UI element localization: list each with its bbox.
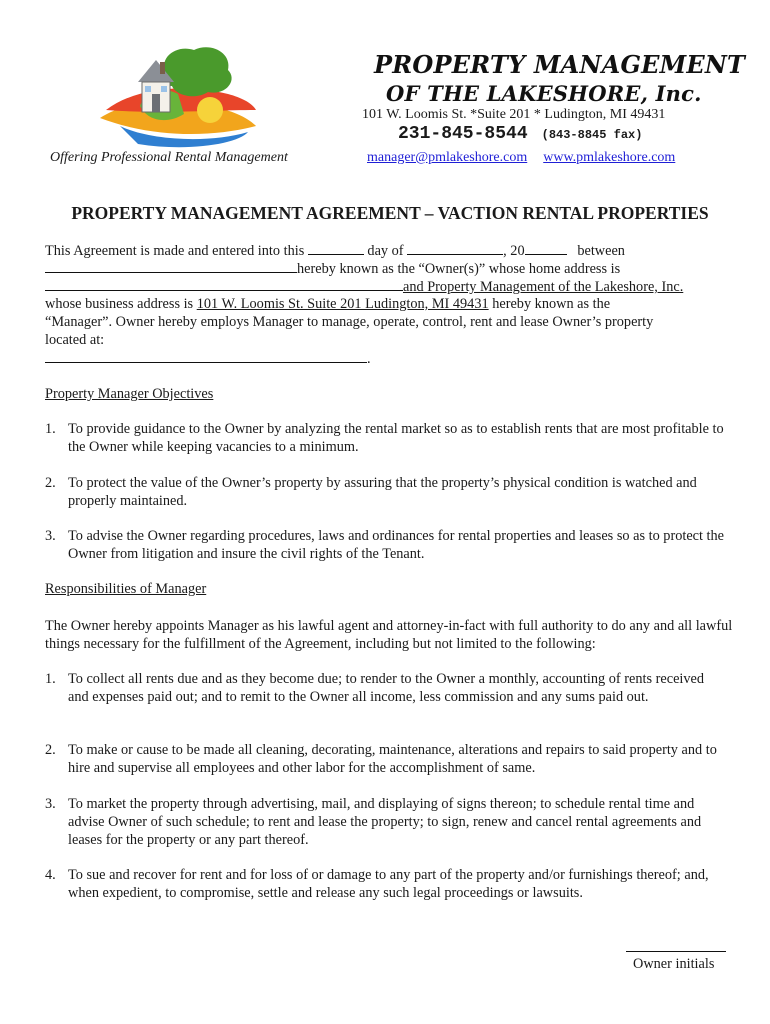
- phone-number: 231-845-8544: [398, 124, 528, 144]
- tagline: Offering Professional Rental Management: [50, 150, 288, 165]
- intro-text: and Property Management of the Lakeshore, Inc.: [403, 279, 684, 295]
- intro-text: This Agreement is made and entered into this: [45, 243, 305, 259]
- item-text: To make or cause to be made all cleaning, decorating, maintenance, alterations and repairs to said property and to hire and supervise all employees and other labor for the accomplishment of same.: [68, 742, 717, 776]
- responsibility-item: [45, 670, 725, 706]
- intro-text: hereby known as the: [492, 296, 611, 312]
- item-number: 3.: [45, 528, 56, 544]
- intro-text: , 20: [503, 243, 525, 259]
- phone-row: [398, 124, 642, 144]
- website-link[interactable]: www.pmlakeshore.com: [543, 150, 676, 165]
- blank-day[interactable]: [308, 242, 364, 255]
- responsibility-item: [45, 866, 725, 902]
- blank-property-location[interactable]: [45, 350, 367, 363]
- contact-row: [367, 150, 675, 166]
- intro-text: .: [367, 351, 371, 367]
- item-number: 1.: [45, 421, 56, 437]
- intro-line-6: located at:: [45, 332, 105, 348]
- intro-line-4: [45, 296, 610, 313]
- business-address: 101 W. Loomis St. Suite 201 Ludington, MI 49431: [196, 296, 489, 312]
- item-number: 3.: [45, 796, 56, 812]
- objective-item: [45, 474, 725, 510]
- objective-item: [45, 420, 725, 456]
- objectives-heading: Property Manager Objectives: [45, 386, 214, 402]
- intro-line-3: [45, 278, 683, 296]
- item-text: To provide guidance to the Owner by analyzing the rental market so as to establish rents that are most profitable to the Owner while keeping vacancies to a minimum.: [68, 421, 724, 455]
- blank-year[interactable]: [525, 242, 567, 255]
- intro-text: between: [577, 243, 625, 259]
- item-text: To market the property through advertising, mail, and displaying of signs thereon; to schedule rental time and advise Owner of such schedule; to rent and lease the property; to sign, renew and cancel rental agreements and leases for the property or any part thereof.: [68, 796, 702, 848]
- blank-month[interactable]: [407, 242, 503, 255]
- responsibilities-heading: Responsibilities of Manager: [45, 581, 207, 597]
- owner-initials-label: Owner initials: [633, 956, 715, 972]
- blank-owner-name[interactable]: [45, 260, 297, 273]
- item-number: 1.: [45, 671, 56, 687]
- item-text: To sue and recover for rent and for loss of or damage to any part of the property and/or furnishings thereof; and, when expedient, to compromise, settle and release any such legal proceedings or lawsuits.: [68, 867, 709, 901]
- item-text: To protect the value of the Owner’s property by assuring that the property’s physical condition is watched and properly maintained.: [68, 475, 697, 509]
- responsibility-item: [45, 741, 725, 777]
- item-text: To advise the Owner regarding procedures, laws and ordinances for rental properties and leases so as to protect the Owner from litigation and insure the civil rights of the Tenant.: [68, 528, 725, 562]
- intro-line-2: [45, 260, 620, 278]
- intro-text: hereby known as the “Owner(s)” whose home address is: [297, 261, 621, 277]
- company-address: 101 W. Loomis St. *Suite 201 * Ludington, MI 49431: [362, 107, 666, 122]
- owner-initials-line[interactable]: [626, 951, 726, 952]
- item-text: To collect all rents due and as they become due; to render to the Owner a monthly, accounting of rents received and expenses paid out; and to remit to the Owner all income, less commission and any sums paid out.: [68, 671, 705, 705]
- fax-number: (843-8845 fax): [541, 128, 643, 142]
- intro-line-7: [45, 350, 371, 368]
- document-title: PROPERTY MANAGEMENT AGREEMENT – VACTION RENTAL PROPERTIES: [71, 203, 709, 223]
- house-sunset-logo-icon: [98, 40, 258, 152]
- intro-line-5: “Manager”. Owner hereby employs Manager to manage, operate, control, rent and lease Owner’s property: [45, 314, 654, 330]
- item-number: 2.: [45, 475, 56, 491]
- intro-text: whose business address is: [45, 296, 194, 312]
- item-number: 2.: [45, 742, 56, 758]
- company-name-line-2: OF THE LAKESHORE, Inc.: [386, 81, 702, 106]
- blank-owner-address[interactable]: [45, 278, 403, 291]
- responsibility-item: [45, 795, 725, 849]
- email-link[interactable]: manager@pmlakeshore.com: [367, 150, 528, 165]
- intro-text: day of: [367, 243, 404, 259]
- objective-item: [45, 527, 725, 563]
- responsibilities-intro: The Owner hereby appoints Manager as his lawful agent and attorney-in-fact with full authority to do any and all lawful things necessary for the fulfillment of the Agreement, including but not limited to the following:: [45, 618, 733, 652]
- item-number: 4.: [45, 867, 56, 883]
- intro-line-1: [45, 242, 625, 260]
- company-name-line-1: PROPERTY MANAGEMENT: [374, 50, 746, 79]
